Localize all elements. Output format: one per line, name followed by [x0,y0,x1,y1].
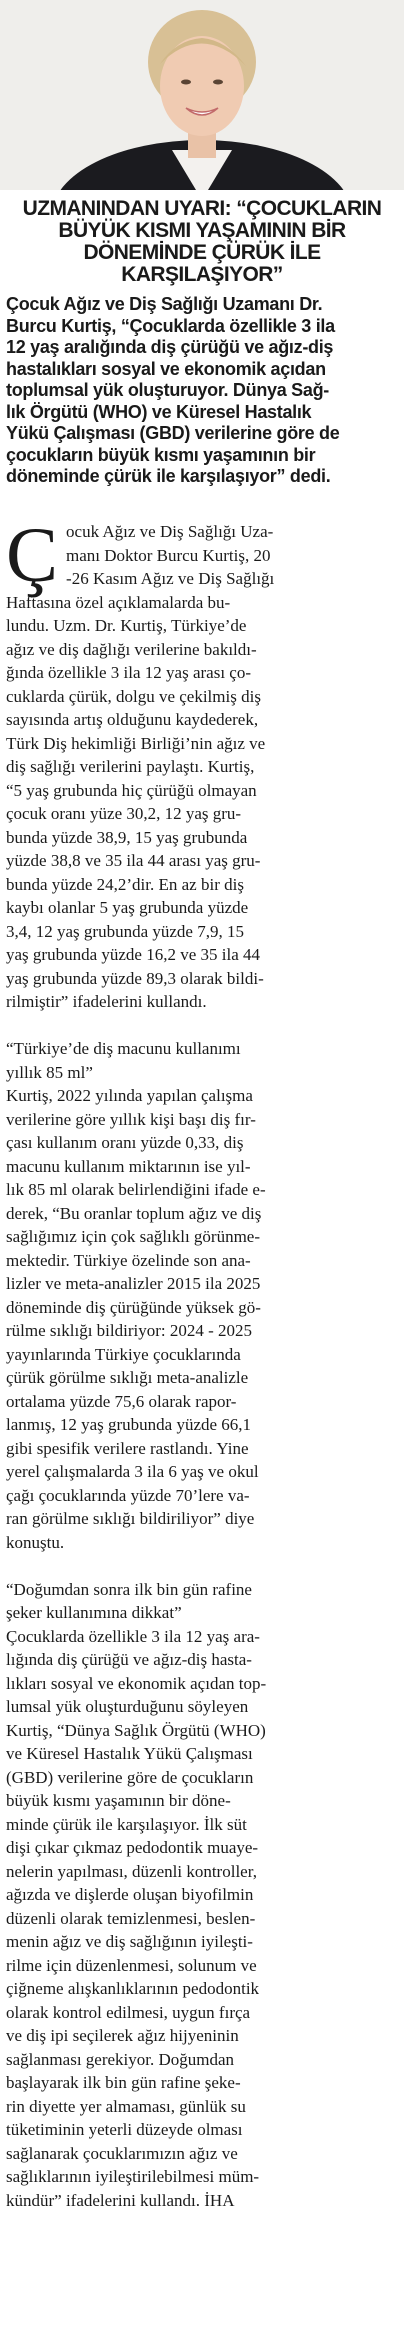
right-eye-shape [213,80,223,85]
drop-cap: Ç [6,511,59,598]
article-body-text: ocuk Ağız ve Diş Sağlığı Uza- manı Doktor Burcu Kurtiş, 20 -26 Kasım Ağız ve Diş Sağlığı Haftasına özel açıklamalarda bu- lundu. Uzm. Dr. Kurtiş, Türkiye’de ağız ve diş dağlığı verilerine bakıldı- ğında özellikle 3 ila 12 yaş arası ço- cuklarda çürük, dolgu ve çekilmiş diş sayısında artış olduğunu kaydederek, Türk Diş hekimliği Birliği’nin ağız ve diş sağlığı verilerini paylaştı. Kurtiş, “5 yaş grubunda hiç çürüğü olmayan çocuk oranı yüze 30,2, 12 yaş gru- bunda yüzde 38,9, 15 yaş grubunda yüzde 38,8 ve 35 ila 44 arası yaş gru- bunda yüzde 24,2’dir. En az bir diş kaybı olanlar 5 yaş grubunda yüzde 3,4, 12 yaş grubunda yüzde 7,9, 15 yaş grubunda yüzde 16,2 ve 35 ila 44 yaş grubunda yüzde 89,3 olarak bildi- rilmiştir” ifadelerini kullandı. “Türkiye’de diş macunu kullanımı yıllık 85 ml” Kurtiş, 2022 yılında yapılan çalışma verilerine göre yıllık kişi başı diş fır- çası kullanım oranı yüzde 0,33, diş macunu kullanım miktarının ise yıl- lık 85 ml olarak belirlendiğini ifade e- derek, “Bu oranlar toplum ağız ve diş sağlığımız için çok sağlıklı görünme- mektedir. Türkiye özelinde son ana- lizler ve meta-analizler 2015 ila 2025 döneminde diş çürüğünde yüksek gö- rülme sıklığı bildiriyor: 2024 - 2025 yayınlarında Türkiye çocuklarında çürük görülme sıklığı meta-analizle ortalama yüzde 75,6 olarak rapor- lanmış, 12 yaş grubunda yüzde 66,1 gibi spesifik verilere rastlandı. Yine yerel çalışmalarda 3 ila 6 yaş ve okul çağı çocuklarında yüzde 70’lere va- ran görülme sıklığı bildiriliyor” diye konuştu. “Doğumdan sonra ilk bin gün rafine şeker kullanımına dikkat” Çocuklarda özellikle 3 ila 12 yaş ara- lığında diş çürüğü ve ağız-diş hasta- lıkları sosyal ve ekonomik açıdan top- lumsal yük oluşturduğunu söyleyen Kurtiş, “Dünya Sağlık Örgütü (WHO) ve Küresel Hastalık Yükü Çalışması (GBD) verilerine göre de çocukların büyük kısmı yaşamının bir döne- minde çürük ile karşılaşıyor. İlk süt dişi çıkar çıkmaz pedodontik muaye- nelerin yapılması, düzenli kontroller, ağızda ve dişlerde oluşan biyofilmin düzenli olarak temizlenmesi, beslen- menin ağız ve diş sağlığının iyileşti- rilme için düzenlenmesi, solunum ve çiğneme alışkanlıklarının pedodontik olarak kontrol edilmesi, uygun fırça ve diş ipi seçilerek ağız hijyeninin sağlanması gerekiyor. Doğumdan başlayarak ilk bin gün rafine şeke- rin diyette yer almaması, günlük su tüketiminin yeterli düzeyde olması sağlanarak çocuklarımızın ağız ve sağlıklarının iyileştirilebilmesi müm- kündür” ifadelerini kullandı. İHA [6,522,275,2210]
left-eye-shape [181,80,191,85]
portrait-photo [0,0,404,190]
article-lead: Çocuk Ağız ve Diş Sağlığı Uzamanı Dr. Burcu Kurtiş, “Çocuklarda özellikle 3 ila 12 yaş aralığında diş çürüğü ve ağız-diş hastalıkları sosyal ve ekonomik açıdan toplumsal yük oluşturuyor. Dünya Sağ- lık Örgütü (WHO) ve Küresel Hastalık Yükü Çalışması (GBD) verilerine göre de çocukların büyük kısmı yaşamının bir döneminde çürük ile karşılaşıyor” dedi. [6,294,340,486]
article-body [6,511,398,2212]
article-headline: UZMANINDAN UYARI: “ÇOCUKLARIN BÜYÜK KISMI YAŞAMININ BİR DÖNEMİNDE ÇÜRÜK İLE KARŞILAŞIYOR” [22,197,382,286]
portrait-illustration [0,0,404,190]
